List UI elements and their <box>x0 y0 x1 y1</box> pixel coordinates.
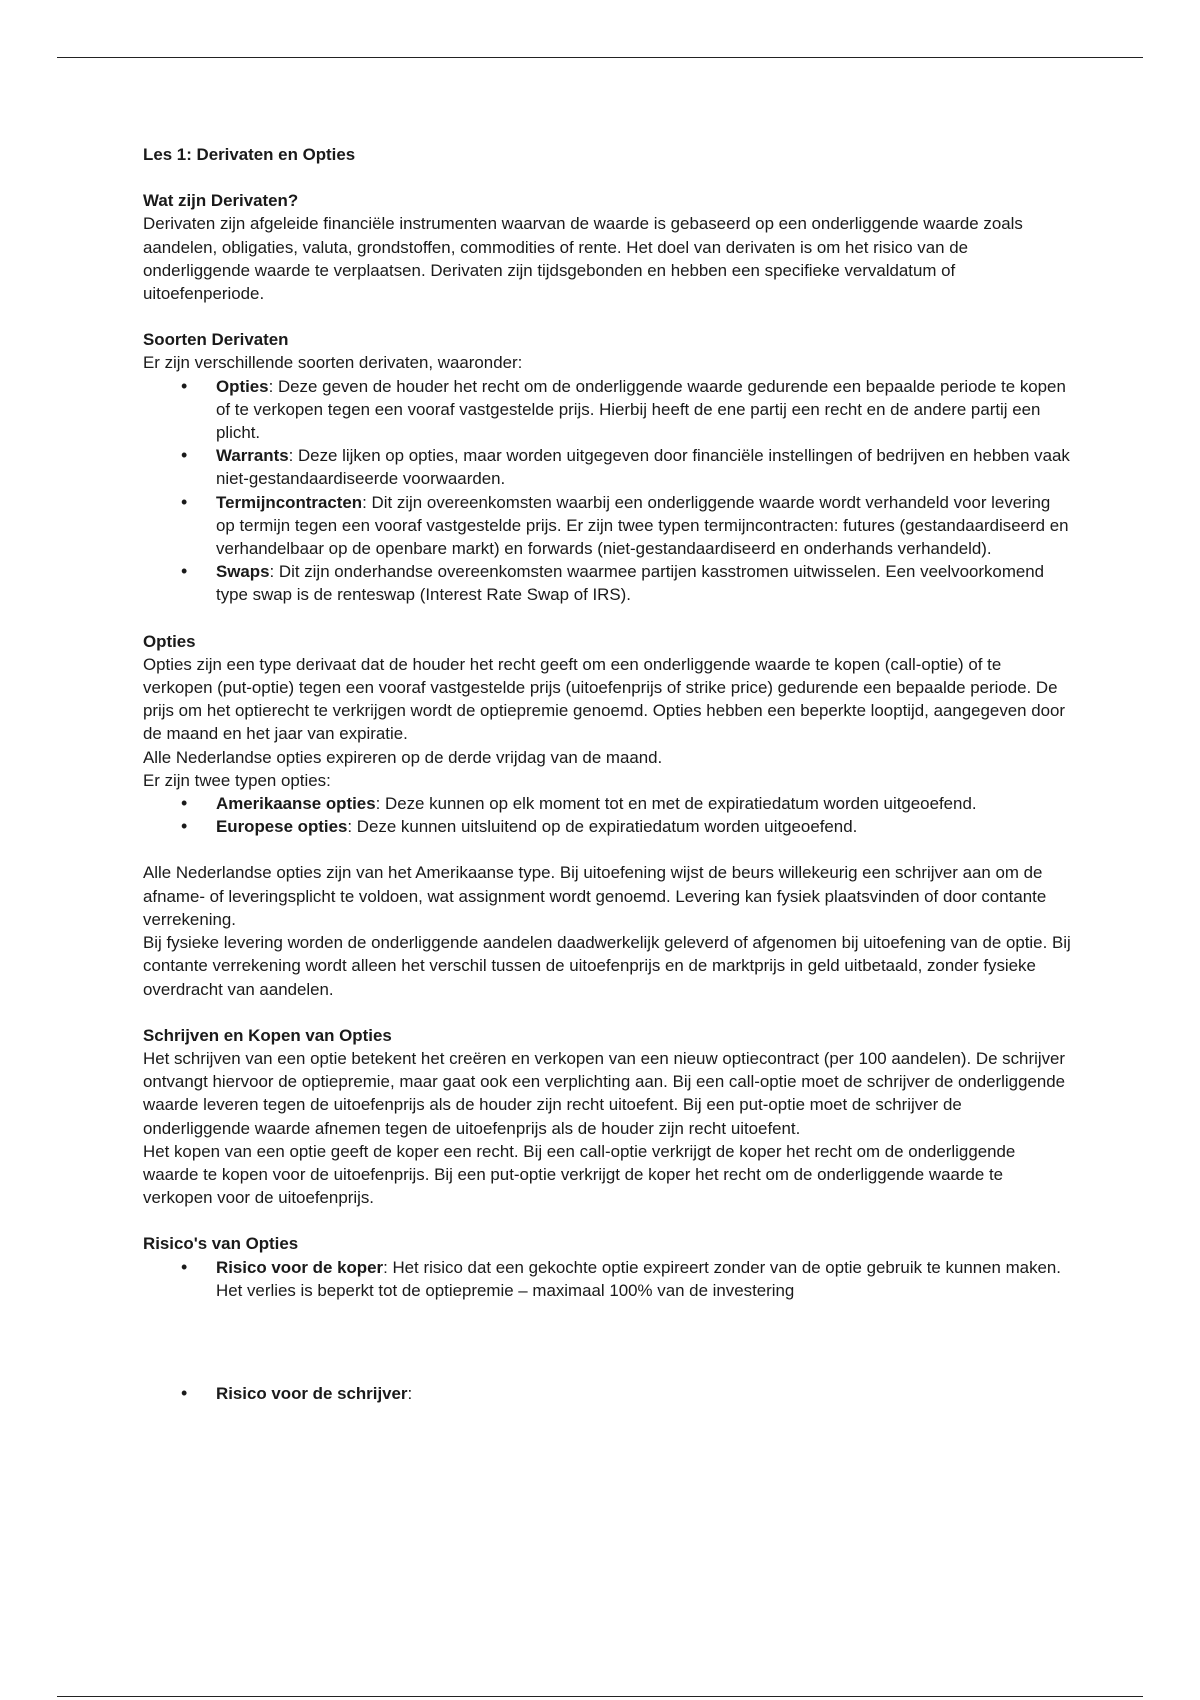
bottom-rule <box>57 1696 1143 1697</box>
document-title: Les 1: Derivaten en Opties <box>143 145 356 164</box>
list-item-text: : <box>407 1383 413 1403</box>
top-rule <box>57 57 1143 58</box>
list-item <box>216 444 1073 490</box>
list-item-term: Amerikaanse opties <box>216 794 376 814</box>
paragraph-opties-definitie: Opties zijn een type derivaat dat de houder het recht geeft om een onderliggende waarde te kopen (call-optie) of te verkopen (put-optie) tegen een vooraf vastgestelde prijs (uitoefenprijs of strike price) gedurende een bepaalde periode. De prijs om het optierecht te verkrijgen wordt de optiepremie genoemd. Opties hebben een beperkte looptijd, aangegeven door de maand en het jaar van expiratie. <box>143 654 1066 744</box>
paragraph-derivaten-definitie: Derivaten zijn afgeleide financiële instrumenten waarvan de waarde is gebaseerd op een onderliggende waarde zoals aandelen, obligaties, valuta, grondstoffen, commodities of rente. Het doel van derivaten is om het risico van de onderliggende waarde te verplaatsen. Derivaten zijn tijdsgebonden en hebben een specifieke vervaldatum of uitoefenperiode. <box>143 214 1023 304</box>
list-item-term: Risico voor de koper <box>216 1257 384 1277</box>
heading-soorten-derivaten: Soorten Derivaten <box>143 330 289 350</box>
list-item <box>216 1382 1073 1405</box>
paragraph-opties-typen-intro: Er zijn twee typen opties: <box>143 770 331 790</box>
paragraph-schrijven: Het schrijven van een optie betekent het creëren en verkopen van een nieuw optiecontract (per 100 aandelen). De schrijver ontvangt hiervoor de optiepremie, maar gaat ook een verplichting aan. Bij een call-optie moet de schrijver de onderliggende waarde leveren tegen de uitoefenprijs als de houder zijn recht uitoefent. Bij een put-optie moet de schrijver de onderliggende waarde afnemen tegen de uitoefenprijs als de houder zijn recht uitoefent. <box>143 1048 1066 1138</box>
list-item-term: Opties <box>216 376 269 396</box>
list-item-text: : Het risico dat een gekochte optie expireert zonder van de optie gebruik te kunnen maken. Het verlies is beperkt tot de optiepremie – maximaal 100% van de investering <box>216 1257 1061 1300</box>
list-item-text: : Deze kunnen op elk moment tot en met de expiratiedatum worden uitgeoefend. <box>375 794 977 814</box>
list-item-term: Risico voor de schrijver <box>216 1383 408 1403</box>
paragraph-soorten-intro: Er zijn verschillende soorten derivaten, waaronder: <box>143 353 523 373</box>
paragraph-assignment: Alle Nederlandse opties zijn van het Amerikaanse type. Bij uitoefening wijst de beurs willekeurig een schrijver aan om de afname- of leveringsplicht te voldoen, wat assignment wordt genoemd. Levering kan fysiek plaatsvinden of door contante verrekening. <box>143 863 1047 929</box>
list-item <box>216 1256 1073 1302</box>
list-item <box>216 815 1073 838</box>
list-item-term: Termijncontracten <box>216 492 363 512</box>
list-item-term: Swaps <box>216 562 270 582</box>
heading-opties: Opties <box>143 631 196 651</box>
list-item-term: Europese opties <box>216 817 348 837</box>
list-risicos-vervolg <box>143 1382 1073 1405</box>
heading-wat-zijn-derivaten: Wat zijn Derivaten? <box>143 191 299 211</box>
list-soorten-derivaten <box>143 375 1073 607</box>
list-item-term: Warrants <box>216 446 289 466</box>
list-item-text: : Deze geven de houder het recht om de onderliggende waarde gedurende een bepaalde periode te kopen of te verkopen tegen een vooraf vastgestelde prijs. Hierbij heeft de ene partij een recht en de andere partij een plicht. <box>216 376 1066 443</box>
paragraph-opties-expiratie: Alle Nederlandse opties expireren op de derde vrijdag van de maand. <box>143 747 663 767</box>
list-item <box>216 560 1073 606</box>
paragraph-levering: Bij fysieke levering worden de onderliggende aandelen daadwerkelijk geleverd of afgenomen bij uitoefening van de optie. Bij contante verrekening wordt alleen het verschil tussen de uitoefenprijs en de marktprijs in geld uitbetaald, zonder fysieke overdracht van aandelen. <box>143 933 1071 999</box>
list-item <box>216 375 1073 445</box>
list-item <box>216 491 1073 561</box>
paragraph-kopen: Het kopen van een optie geeft de koper een recht. Bij een call-optie verkrijgt de koper het recht om de onderliggende waarde te kopen voor de uitoefenprijs. Bij een put-optie verkrijgt de koper het recht om de onderliggende waarde te verkopen voor de uitoefenprijs. <box>143 1141 1016 1208</box>
list-item-text: : Deze lijken op opties, maar worden uitgegeven door financiële instellingen of bedrijven en hebben vaak niet-gestandaardiseerde voorwaarden. <box>216 446 1070 489</box>
list-optie-typen <box>143 792 1073 838</box>
heading-schrijven-kopen: Schrijven en Kopen van Opties <box>143 1025 392 1045</box>
document-body <box>143 143 1073 1405</box>
list-risicos <box>143 1256 1073 1302</box>
list-item <box>216 792 1073 815</box>
list-item-text: : Dit zijn overeenkomsten waarbij een onderliggende waarde wordt verhandeld voor levering op termijn tegen een vooraf vastgestelde prijs. Er zijn twee typen termijncontracten: futures (gestandaardiseerd en verhandelbaar op de openbare markt) en forwards (niet-gestandaardiseerd en onderhands verhandeld). <box>216 492 1069 559</box>
list-item-text: : Deze kunnen uitsluitend op de expiratiedatum worden uitgeoefend. <box>347 817 858 837</box>
list-item-text: : Dit zijn onderhandse overeenkomsten waarmee partijen kasstromen uitwisselen. Een veelvoorkomend type swap is de renteswap (Interest Rate Swap of IRS). <box>216 562 1045 605</box>
heading-risicos: Risico's van Opties <box>143 1234 299 1254</box>
